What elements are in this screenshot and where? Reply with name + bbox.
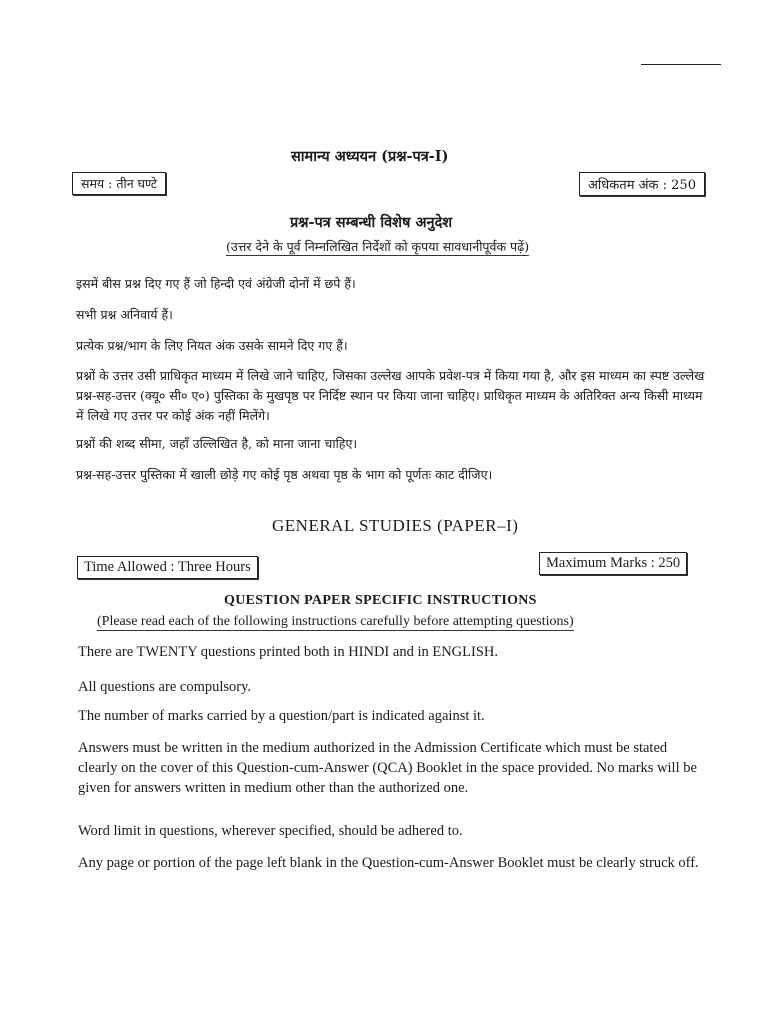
- hindi-instructions-title: प्रश्न-पत्र सम्बन्धी विशेष अनुदेश: [290, 214, 453, 231]
- english-instruction-1: There are TWENTY questions printed both in HINDI and in ENGLISH.: [78, 644, 498, 660]
- english-instruction-4: Answers must be written in the medium authorized in the Admission Certificate which must be stated clearly on the cover of this Question-cum-Answer (QCA) Booklet in the space provided. No marks will be given for answers written in medium other than the authorized one.: [78, 740, 697, 796]
- english-instruction-2: All questions are compulsory.: [78, 679, 252, 695]
- hindi-max-marks: अधिकतम अंक : 250: [579, 172, 705, 196]
- hindi-instruction-1: इसमें बीस प्रश्न दिए गए हैं जो हिन्दी एवं अंग्रेजी दोनों में छपे हैं।: [76, 276, 356, 291]
- english-max-marks: Maximum Marks : 250: [539, 552, 687, 575]
- hindi-instruction-5: प्रश्नों की शब्द सीमा, जहाँ उल्लिखित है, को माना जाना चाहिए।: [76, 436, 358, 451]
- hindi-time-allowed: समय : तीन घण्टे: [72, 172, 166, 195]
- english-time-allowed: Time Allowed : Three Hours: [77, 556, 258, 579]
- english-instructions-subtitle: (Please read each of the following instructions carefully before attempting questions): [97, 614, 574, 629]
- hindi-instruction-2: सभी प्रश्न अनिवार्य हैं।: [76, 307, 173, 322]
- hindi-instruction-3: प्रत्येक प्रश्न/भाग के लिए नियत अंक उसके सामने दिए गए हैं।: [76, 338, 348, 353]
- hindi-instruction-6: प्रश्न-सह-उत्तर पुस्तिका में खाली छोड़े गए कोई पृष्ठ अथवा पृष्ठ के भाग को पूर्णतः काट दीजिए।: [76, 467, 493, 482]
- english-paper-title: GENERAL STUDIES (PAPER–I): [272, 516, 519, 535]
- top-rule-line: [641, 64, 721, 65]
- english-instruction-6: Any page or portion of the page left blank in the Question-cum-Answer Booklet must be clearly struck off.: [78, 855, 699, 871]
- hindi-paper-title: सामान्य अध्ययन (प्रश्न-पत्र-I): [291, 148, 449, 165]
- hindi-instructions-subtitle: (उत्तर देने के पूर्व निम्नलिखित निर्देशों को कृपया सावधानीपूर्वक पढ़ें): [226, 239, 530, 254]
- english-instruction-3: The number of marks carried by a question/part is indicated against it.: [78, 708, 485, 724]
- hindi-instruction-4: प्रश्नों के उत्तर उसी प्राधिकृत माध्यम में लिखे जाने चाहिए, जिसका उल्लेख आपके प्रवेश-पत्र में किया गया है, और इस माध्यम का स्पष्ट उल्लेख प्रश्न-सह-उत्तर (क्यू० सी० ए०) पुस्तिका के मुखपृष्ठ पर निर्दिष्ट स्थान पर किया जाना चाहिए। प्राधिकृत माध्यम के अतिरिक्त अन्य किसी माध्यम में लिखे गए उत्तर पर कोई अंक नहीं मिलेंगे।: [76, 368, 705, 423]
- english-instruction-5: Word limit in questions, wherever specified, should be adhered to.: [78, 823, 463, 839]
- english-instructions-title: QUESTION PAPER SPECIFIC INSTRUCTIONS: [224, 593, 537, 608]
